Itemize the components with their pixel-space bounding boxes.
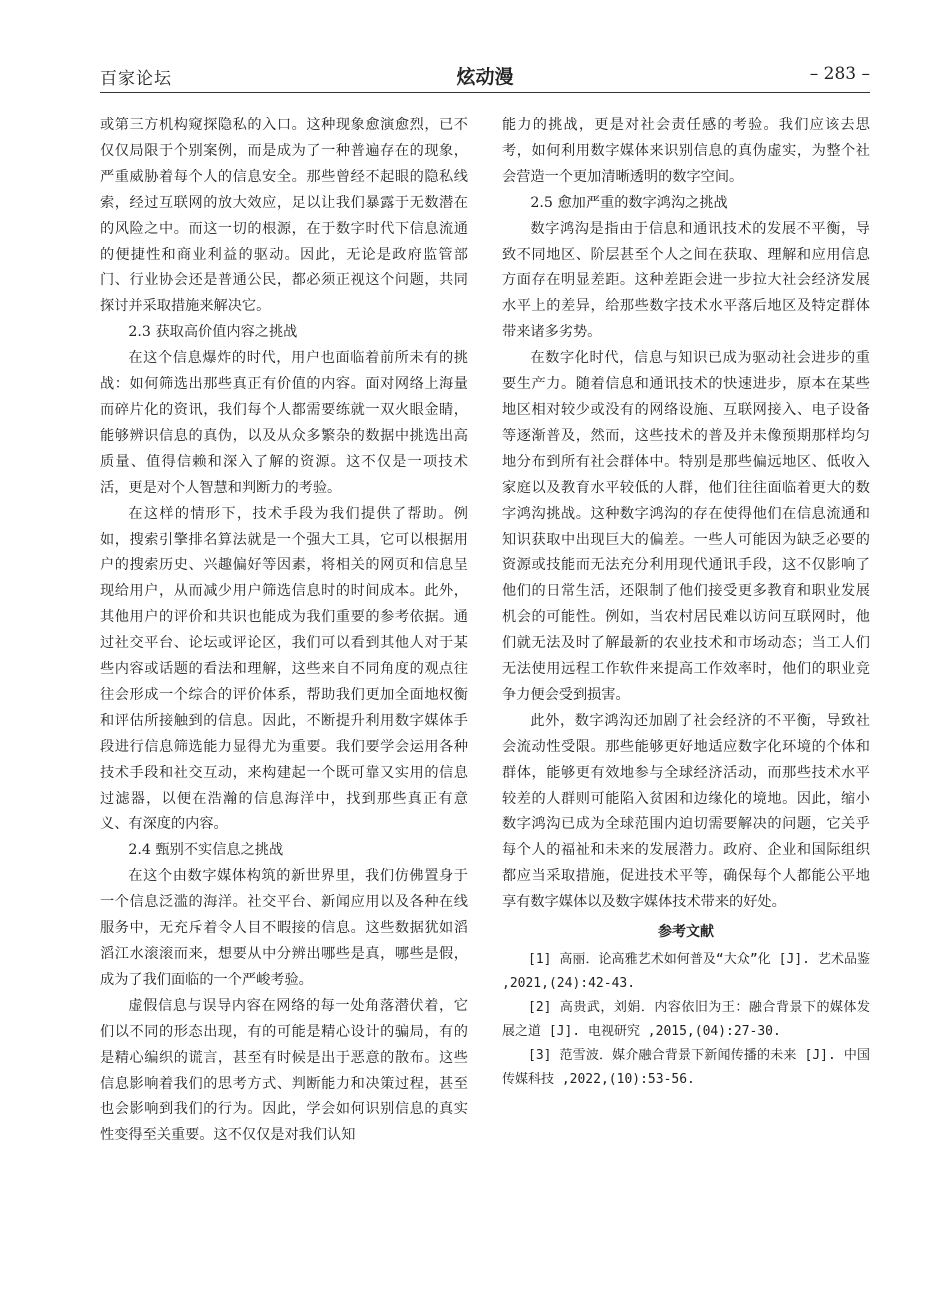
section-heading-2-3: 2.3 获取高价值内容之挑战 [128, 324, 298, 341]
header-divider [100, 92, 870, 93]
paragraph: 在这样的情形下，技术手段为我们提供了帮助。例如，搜索引擎排名算法就是一个强大工具，它可以根据用户的搜索历史、兴趣偏好等因素，将相关的网页和信息呈现给用户，从而减少用户筛选信息时的时间成本。此外，其他用户的评价和共识也能成为我们重要的参考依据。通过社交平台、论坛或评论区，我们可以看到其他人对于某些内容或话题的看法和理解，这些来自不同角度的观点往往会形成一个综合的评价体系，帮助我们更加全面地权衡和评估所接触到的信息。因此，不断提升利用数字媒体手段进行信息筛选能力显得尤为重要。我们要学会运用各种技术手段和社交互动，来构建起一个既可靠又实用的信息过滤器，以便在浩瀚的信息海洋中，找到那些真正有意义、有深度的内容。 [100, 505, 468, 833]
section-heading-2-4: 2.4 甄别不实信息之挑战 [128, 842, 284, 859]
reference-item: [3] 范雪波．媒介融合背景下新闻传播的未来 [J]. 中国传媒科技 ,2022,(10):53-56. [502, 1048, 870, 1087]
paragraph: 在这个由数字媒体构筑的新世界里，我们仿佛置身于一个信息泛滥的海洋。社交平台、新闻应用以及各种在线服务中，无充斥着令人目不暇接的信息。这些数据犹如滔滔江水滚滚而来，想要从中分辨出哪些是真，哪些是假，成为了我们面临的一个严峻考验。 [100, 868, 468, 988]
reference-item: [1] 高丽．论高雅艺术如何普及“大众”化 [J]. 艺术品鉴 ,2021,(24):42-43. [502, 952, 870, 991]
references-heading: 参考文献 [658, 924, 714, 941]
page-number: – 283 – [809, 64, 870, 84]
journal-title: 炫动漫 [456, 66, 514, 88]
reference-item: [2] 高贵武，刘娟．内容依旧为王：融合背景下的媒体发展之道 [J]. 电视研究 ,2015,(04):27-30. [502, 1000, 870, 1039]
paragraph: 在这个信息爆炸的时代，用户也面临着前所未有的挑战：如何筛选出那些真正有价值的内容。面对网络上海量而碎片化的资讯，我们每个人都需要练就一双火眼金睛，能够辨识信息的真伪，以及从众多繁杂的数据中挑选出高质量、值得信赖和深入了解的资源。这不仅是一项技术活，更是对个人智慧和判断力的考验。 [100, 350, 468, 496]
section-heading-2-5: 2.5 愈加严重的数字鸿沟之挑战 [530, 194, 728, 211]
left-column [100, 113, 468, 1149]
paragraph: 此外，数字鸿沟还加剧了社会经济的不平衡，导致社会流动性受限。那些能够更好地适应数字化环境的个体和群体，能够更有效地参与全球经济活动，而那些技术水平较差的人群则可能陷入贫困和边缘化的境地。因此，缩小数字鸿沟已成为全球范围内迫切需要解决的问题，它关乎每个人的福祉和未来的发展潜力。政府、企业和国际组织都应当采取措施，促进技术平等，确保每个人都能公平地享有数字媒体以及数字媒体技术带来的好处。 [502, 712, 870, 911]
paragraph: 数字鸿沟是指由于信息和通讯技术的发展不平衡，导致不同地区、阶层甚至个人之间在获取、理解和应用信息方面存在明显差距。这种差距会进一步拉大社会经济发展水平上的差异，给那些数字技术水平落后地区及特定群体带来诸多劣势。 [502, 220, 870, 341]
right-column [502, 113, 870, 1092]
paragraph: 能力的挑战，更是对社会责任感的考验。我们应该去思考，如何利用数字媒体来识别信息的真伪虚实，为整个社会营造一个更加清晰透明的数字空间。 [502, 117, 870, 185]
paragraph: 在数字化时代，信息与知识已成为驱动社会进步的重要生产力。随着信息和通讯技术的快速进步，原本在某些地区相对较少或没有的网络设施、互联网接入、电子设备等逐渐普及，然而，这些技术的普及并未像预期那样均匀地分布到所有社会群体中。特别是那些偏远地区、低收入家庭以及教育水平较低的人群，他们往往面临着更大的数字鸿沟挑战。这种数字鸿沟的存在使得他们在信息流通和知识获取中出现巨大的偏差。一些人可能因为缺乏必要的资源或技能而无法充分利用现代通讯手段，这不仅影响了他们的日常生活，还限制了他们接受更多教育和职业发展机会的可能性。例如，当农村居民难以访问互联网时，他们就无法及时了解最新的农业技术和市场动态；当工人们无法使用远程工作软件来提高工作效率时，他们的职业竞争力便会受到损害。 [502, 350, 870, 703]
paragraph: 或第三方机构窥探隐私的入口。这种现象愈演愈烈，已不仅仅局限于个别案例，而是成为了一种普遍存在的现象，严重威胁着每个人的信息安全。那些曾经不起眼的隐私线索，经过互联网的放大效应，足以让我们暴露于无数潜在的风险之中。而这一切的根源，在于数字时代下信息流通的便捷性和商业利益的驱动。因此，无论是政府监管部门、行业协会还是普通公民，都必须正视这个问题，共同探讨并采取措施来解决它。 [100, 117, 468, 315]
journal-section-label: 百家论坛 [100, 69, 172, 89]
page-header [100, 60, 870, 90]
paragraph: 虚假信息与误导内容在网络的每一处角落潜伏着，它们以不同的形态出现，有的可能是精心设计的骗局，有的是精心编织的谎言，甚至有时候是出于恶意的散布。这些信息影响着我们的思考方式、判断能力和决策过程，甚至也会影响到我们的行为。因此，学会如何识别信息的真实性变得至关重要。这不仅仅是对我们认知 [100, 997, 468, 1144]
